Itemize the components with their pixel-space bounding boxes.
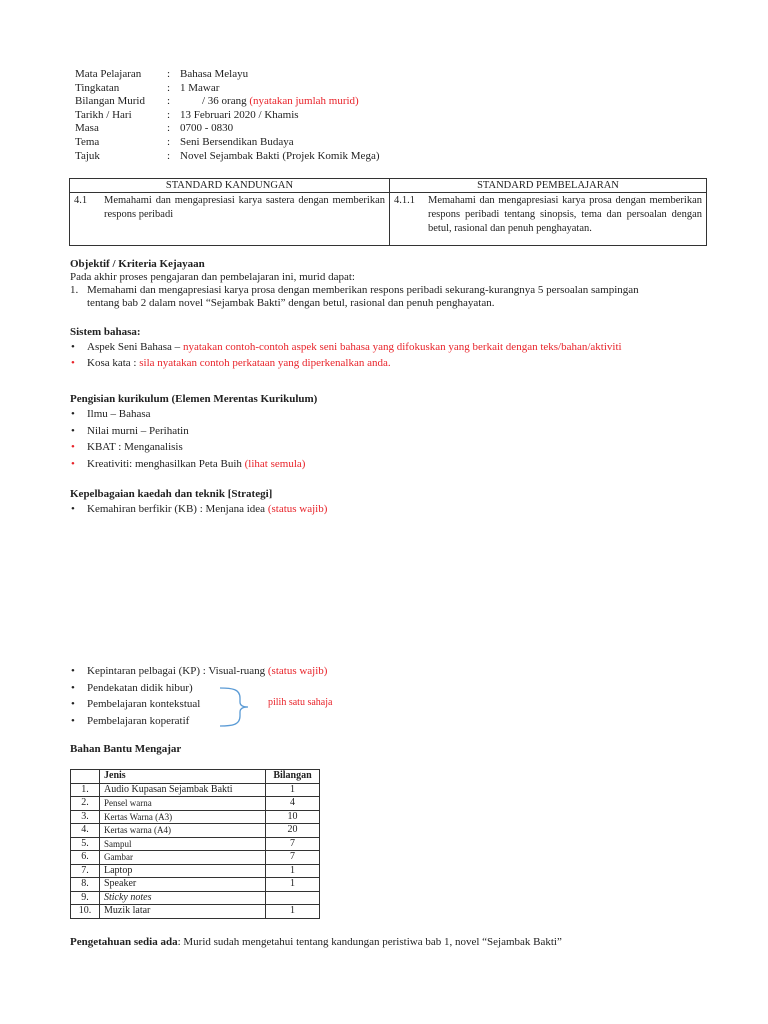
note-text: (status wajib) <box>267 665 328 677</box>
cell-jenis: Pensel warna <box>100 797 266 811</box>
section-title: Bahan Bantu Mengajar <box>70 743 182 755</box>
lesson-header <box>75 68 380 163</box>
header-row <box>75 68 380 82</box>
header-label: Tarikh / Hari <box>75 108 132 121</box>
header-label: Mata Pelajaran <box>75 68 142 80</box>
cell-no: 9. <box>71 891 100 905</box>
cell-jenis: Laptop <box>100 864 266 878</box>
col-bilangan: Bilangan <box>266 770 320 784</box>
pengetahuan-label: Pengetahuan sedia ada <box>70 936 178 948</box>
list-item: • Nilai murni – Perihatin <box>70 423 710 440</box>
header-row <box>75 109 380 123</box>
cell-no: 10. <box>71 905 100 919</box>
header-value <box>180 95 359 109</box>
header-row <box>75 95 380 109</box>
header-colon: : <box>167 135 171 148</box>
note-text: (lihat semula) <box>244 457 306 470</box>
pengisian-section <box>70 393 710 472</box>
objektif-section <box>70 258 710 310</box>
cell-no: 3. <box>71 810 100 824</box>
objektif-text-line1: Memahami dan mengapresiasi karya prosa dengan memberikan respons peribadi sekurang-kurangnya 5 persoalan sampingan <box>87 284 639 296</box>
table-row <box>71 878 320 892</box>
cell-bil: 7 <box>266 851 320 865</box>
table-row <box>71 837 320 851</box>
table-row <box>71 783 320 797</box>
cell-bil: 1 <box>266 864 320 878</box>
section-title: Sistem bahasa: <box>70 326 141 338</box>
list-item: • Pembelajaran kontekstual <box>70 696 470 713</box>
header-colon: : <box>167 95 171 108</box>
header-colon: : <box>167 122 171 135</box>
strategi-continued <box>70 663 470 729</box>
sistem-bahasa-section <box>70 326 710 371</box>
standard-number: 4.1.1 <box>394 195 415 206</box>
cell-jenis: Sticky notes <box>100 891 266 905</box>
header-label: Bilangan Murid <box>75 95 145 108</box>
cell-jenis: Sampul <box>100 837 266 851</box>
note-text: sila nyatakan contoh perkataan yang diperkenalkan anda. <box>139 357 391 369</box>
header-row <box>75 82 380 96</box>
header-value: 0700 - 0830 <box>180 122 234 135</box>
note-text: nyatakan contoh-contoh aspek seni bahasa yang difokuskan yang berkait dengan teks/bahan/aktiviti <box>182 341 622 353</box>
header-row <box>75 136 380 150</box>
standard-pembelajaran-header: STANDARD PEMBELAJARAN <box>390 179 707 193</box>
list-item: • Aspek Seni Bahasa – nyatakan contoh-contoh aspek seni bahasa yang difokuskan yang berkait dengan teks/bahan/aktiviti <box>70 339 710 355</box>
section-title: Kepelbagaian kaedah dan teknik [Strategi] <box>70 488 273 500</box>
objektif-text-line2: tentang bab 2 dalam novel “Sejambak Bakti” dengan betul, rasional dan penuh penghayatan. <box>87 297 495 309</box>
bahan-title <box>70 743 181 756</box>
header-colon: : <box>167 68 171 80</box>
col-number <box>71 770 100 784</box>
standards-table <box>69 178 707 246</box>
header-value: 1 Mawar <box>180 81 220 94</box>
table-row <box>71 851 320 865</box>
header-colon: : <box>167 149 171 162</box>
pengetahuan-text: : Murid sudah mengetahui tentang kandungan peristiwa bab 1, novel “Sejambak Bakti” <box>177 936 562 948</box>
cell-bil <box>266 891 320 905</box>
cell-jenis: Muzik latar <box>100 905 266 919</box>
cell-no: 6. <box>71 851 100 865</box>
cell-jenis: Speaker <box>100 878 266 892</box>
header-value: Bahasa Melayu <box>180 68 249 80</box>
cell-no: 4. <box>71 824 100 838</box>
section-title: Pengisian kurikulum (Elemen Merentas Kurikulum) <box>70 393 318 405</box>
note-text: (status wajib) <box>267 503 328 515</box>
header-value: Novel Sejambak Bakti (Projek Komik Mega) <box>180 149 380 162</box>
cell-no: 5. <box>71 837 100 851</box>
list-item: • Pendekatan didik hibur) <box>70 680 470 697</box>
header-label: Masa <box>75 122 99 135</box>
col-jenis: Jenis <box>100 770 266 784</box>
header-row <box>75 122 380 136</box>
cell-jenis: Audio Kupasan Sejambak Bakti <box>100 783 266 797</box>
table-row <box>71 810 320 824</box>
list-item: • Kepintaran pelbagai (KP) : Visual-ruang (status wajib) <box>70 663 470 680</box>
header-value: Seni Bersendikan Budaya <box>180 135 294 148</box>
pengetahuan-section <box>70 936 562 949</box>
header-value: 13 Februari 2020 / Khamis <box>180 108 299 121</box>
cell-no: 8. <box>71 878 100 892</box>
list-item: • Pembelajaran koperatif <box>70 713 470 730</box>
header-label: Tingkatan <box>75 81 120 94</box>
cell-no: 1. <box>71 783 100 797</box>
standard-text: Memahami dan mengapresiasi karya prosa dengan memberikan respons peribadi tentang sinopsis, tema dan persoalan dengan betul, rasional dan penuh penghayatan. <box>428 195 702 234</box>
item-number: 1. <box>70 284 79 296</box>
bahan-table <box>70 769 320 919</box>
header-colon: : <box>167 81 171 94</box>
cell-bil: 4 <box>266 797 320 811</box>
cell-bil: 7 <box>266 837 320 851</box>
cell-bil: 1 <box>266 905 320 919</box>
cell-bil: 20 <box>266 824 320 838</box>
cell-bil: 1 <box>266 878 320 892</box>
cell-no: 2. <box>71 797 100 811</box>
strategi-section <box>70 488 710 518</box>
table-row <box>71 905 320 919</box>
brace-note: pilih satu sahaja <box>268 697 333 708</box>
list-item: • Kemahiran berfikir (KB) : Menjana idea (status wajib) <box>70 501 710 518</box>
standard-number: 4.1 <box>74 195 88 206</box>
standard-pembelajaran-cell <box>390 193 707 246</box>
standard-text: Memahami dan mengapresiasi karya sastera dengan memberikan respons peribadi <box>104 195 385 220</box>
list-item: • Kosa kata : sila nyatakan contoh perkataan yang diperkenalkan anda. <box>70 355 710 371</box>
table-row <box>71 864 320 878</box>
header-note: (nyatakan jumlah murid) <box>249 95 359 108</box>
table-header-row <box>71 770 320 784</box>
cell-jenis: Gambar <box>100 851 266 865</box>
list-item: • Kreativiti: menghasilkan Peta Buih (lihat semula) <box>70 456 710 473</box>
list-item: • KBAT : Menganalisis <box>70 439 710 456</box>
objektif-intro: Pada akhir proses pengajaran dan pembelajaran ini, murid dapat: <box>70 271 355 283</box>
cell-jenis: Kertas warna (A4) <box>100 824 266 838</box>
header-row <box>75 150 380 164</box>
header-colon: : <box>167 108 171 121</box>
table-row <box>71 891 320 905</box>
cell-bil: 10 <box>266 810 320 824</box>
objektif-item <box>70 284 710 310</box>
cell-bil: 1 <box>266 783 320 797</box>
cell-no: 7. <box>71 864 100 878</box>
standard-kandungan-header: STANDARD KANDUNGAN <box>70 179 390 193</box>
cell-jenis: Kertas Warna (A3) <box>100 810 266 824</box>
section-title: Objektif / Kriteria Kejayaan <box>70 258 205 270</box>
list-item: • Ilmu – Bahasa <box>70 406 710 423</box>
header-label: Tajuk <box>75 149 100 162</box>
table-row <box>71 797 320 811</box>
student-count: / 36 orang <box>180 95 247 108</box>
curly-brace-icon <box>218 686 268 728</box>
table-row <box>71 824 320 838</box>
header-label: Tema <box>75 135 100 148</box>
standard-kandungan-cell <box>70 193 390 246</box>
